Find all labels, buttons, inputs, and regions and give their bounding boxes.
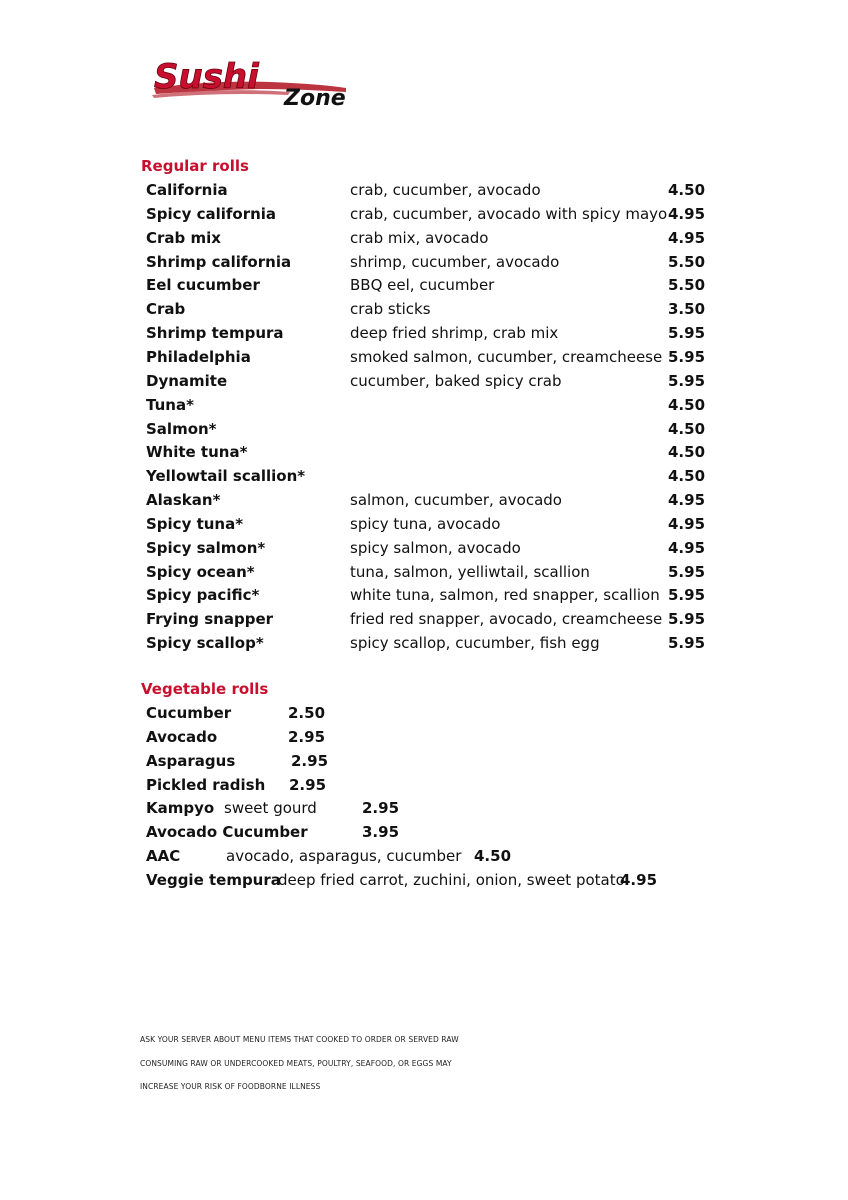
menu-item-name: Spicy california [146, 204, 277, 223]
menu-item-name: Spicy salmon* [146, 538, 266, 557]
menu-item-price: 5.50 [668, 276, 706, 295]
menu-item-price: 4.50 [668, 181, 706, 199]
menu-item-desc: deep fried shrimp, crab mix [350, 324, 559, 343]
menu-item-name: Dynamite [146, 371, 228, 390]
menu-item-name: Pickled radish [146, 775, 266, 794]
menu-item-desc: salmon, cucumber, avocado [350, 491, 562, 510]
menu-item-price: 4.95 [668, 538, 706, 557]
menu-item-desc: avocado, asparagus, cucumber [226, 847, 462, 866]
menu-item-price: 2.95 [291, 751, 329, 770]
menu-item-name: Shrimp tempura [146, 324, 284, 343]
menu-item-price: 4.95 [668, 514, 706, 533]
menu-item-name: California [146, 181, 228, 199]
menu-item-name: Asparagus [146, 751, 236, 770]
menu-item-name: Crab mix [146, 228, 221, 247]
menu-item-name: Alaskan* [146, 491, 221, 510]
menu-item-price: 5.95 [668, 562, 706, 581]
menu-item-price: 4.95 [668, 491, 706, 510]
menu-item-price: 2.95 [289, 775, 327, 794]
menu-item-name: Cucumber [146, 704, 232, 722]
disclaimer-line-3: INCREASE YOUR RISK OF FOODBORNE ILLNESS [140, 1082, 321, 1091]
menu-item-desc: crab, cucumber, avocado [350, 181, 541, 199]
menu-item-name: White tuna* [146, 443, 248, 462]
menu-item-name: Crab [146, 300, 186, 319]
menu-item-price: 3.95 [362, 823, 400, 842]
menu-item-name: Spicy scallop* [146, 634, 264, 653]
menu-item-name: Salmon* [146, 419, 217, 438]
menu-item-desc: cucumber, baked spicy crab [350, 371, 562, 390]
logo-word-sushi: Sushi [154, 57, 259, 97]
menu-item-name: Shrimp california [146, 252, 292, 271]
vegetable-rolls-title: Vegetable rolls [141, 680, 269, 698]
menu-item-name: Spicy tuna* [146, 514, 244, 533]
menu-item-price: 4.95 [668, 228, 706, 247]
menu-item-name: AAC [146, 847, 181, 866]
menu-item-price: 5.95 [668, 347, 706, 366]
menu-item-price: 5.95 [668, 586, 706, 605]
menu-item-desc: crab, cucumber, avocado with spicy mayo [350, 204, 668, 223]
menu-item-desc: BBQ eel, cucumber [350, 276, 495, 295]
menu-item-desc: spicy scallop, cucumber, fish egg [350, 634, 600, 653]
menu-item-name: Spicy ocean* [146, 562, 255, 581]
sushi-zone-logo [150, 52, 385, 112]
menu-item-price: 5.95 [668, 324, 706, 343]
menu-item-name: Eel cucumber [146, 276, 260, 295]
menu-item-desc: sweet gourd [224, 799, 317, 818]
menu-item-price: 5.50 [668, 252, 706, 271]
menu-item-name: Frying snapper [146, 610, 274, 629]
disclaimer-line-2: CONSUMING RAW OR UNDERCOOKED MEATS, POULTRY, SEAFOOD, OR EGGS MAY [140, 1059, 452, 1068]
menu-item-name: Avocado Cucumber [146, 823, 308, 842]
regular-rolls-title: Regular rolls [141, 157, 249, 175]
menu-item-desc: white tuna, salmon, red snapper, scallion [350, 586, 660, 605]
menu-item-name: Philadelphia [146, 347, 251, 366]
menu-item-price: 5.95 [668, 634, 706, 653]
menu-item-price: 2.50 [288, 704, 326, 722]
menu-item-desc: tuna, salmon, yelliwtail, scallion [350, 562, 590, 581]
menu-item-desc: deep fried carrot, zuchini, onion, sweet potato [278, 870, 625, 889]
menu-item-desc: smoked salmon, cucumber, creamcheese [350, 347, 663, 366]
menu-item-name: Yellowtail scallion* [146, 467, 306, 486]
menu-item-desc: fried red snapper, avocado, creamcheese [350, 610, 663, 629]
menu-item-desc: spicy tuna, avocado [350, 514, 501, 533]
menu-item-desc: shrimp, cucumber, avocado [350, 252, 560, 271]
menu-item-name: Kampyo [146, 799, 215, 818]
menu-item-price: 4.50 [668, 443, 706, 462]
menu-item-price: 4.50 [668, 419, 706, 438]
menu-item-desc: spicy salmon, avocado [350, 538, 521, 557]
menu-item-price: 4.50 [668, 395, 706, 414]
menu-item-price: 5.95 [668, 610, 706, 629]
menu-item-name: Spicy pacific* [146, 586, 260, 605]
menu-item-name: Tuna* [146, 395, 194, 414]
menu-item-desc: crab sticks [350, 300, 431, 319]
menu-item-price: 5.95 [668, 371, 706, 390]
menu-item-price: 2.95 [288, 727, 326, 746]
menu-item-price: 3.50 [668, 300, 706, 319]
menu-item-price: 4.95 [668, 204, 706, 223]
menu-item-name: Veggie tempura [146, 870, 281, 889]
menu-item-name: Avocado [146, 727, 218, 746]
menu-item-price: 4.95 [620, 870, 658, 889]
menu-item-price: 4.50 [474, 847, 512, 866]
menu-item-desc: crab mix, avocado [350, 228, 489, 247]
menu-item-price: 4.50 [668, 467, 706, 486]
disclaimer-line-1: ASK YOUR SERVER ABOUT MENU ITEMS THAT COOKED TO ORDER OR SERVED RAW [140, 1035, 459, 1044]
logo-word-zone: Zone [284, 86, 346, 111]
menu-item-price: 2.95 [362, 799, 400, 818]
